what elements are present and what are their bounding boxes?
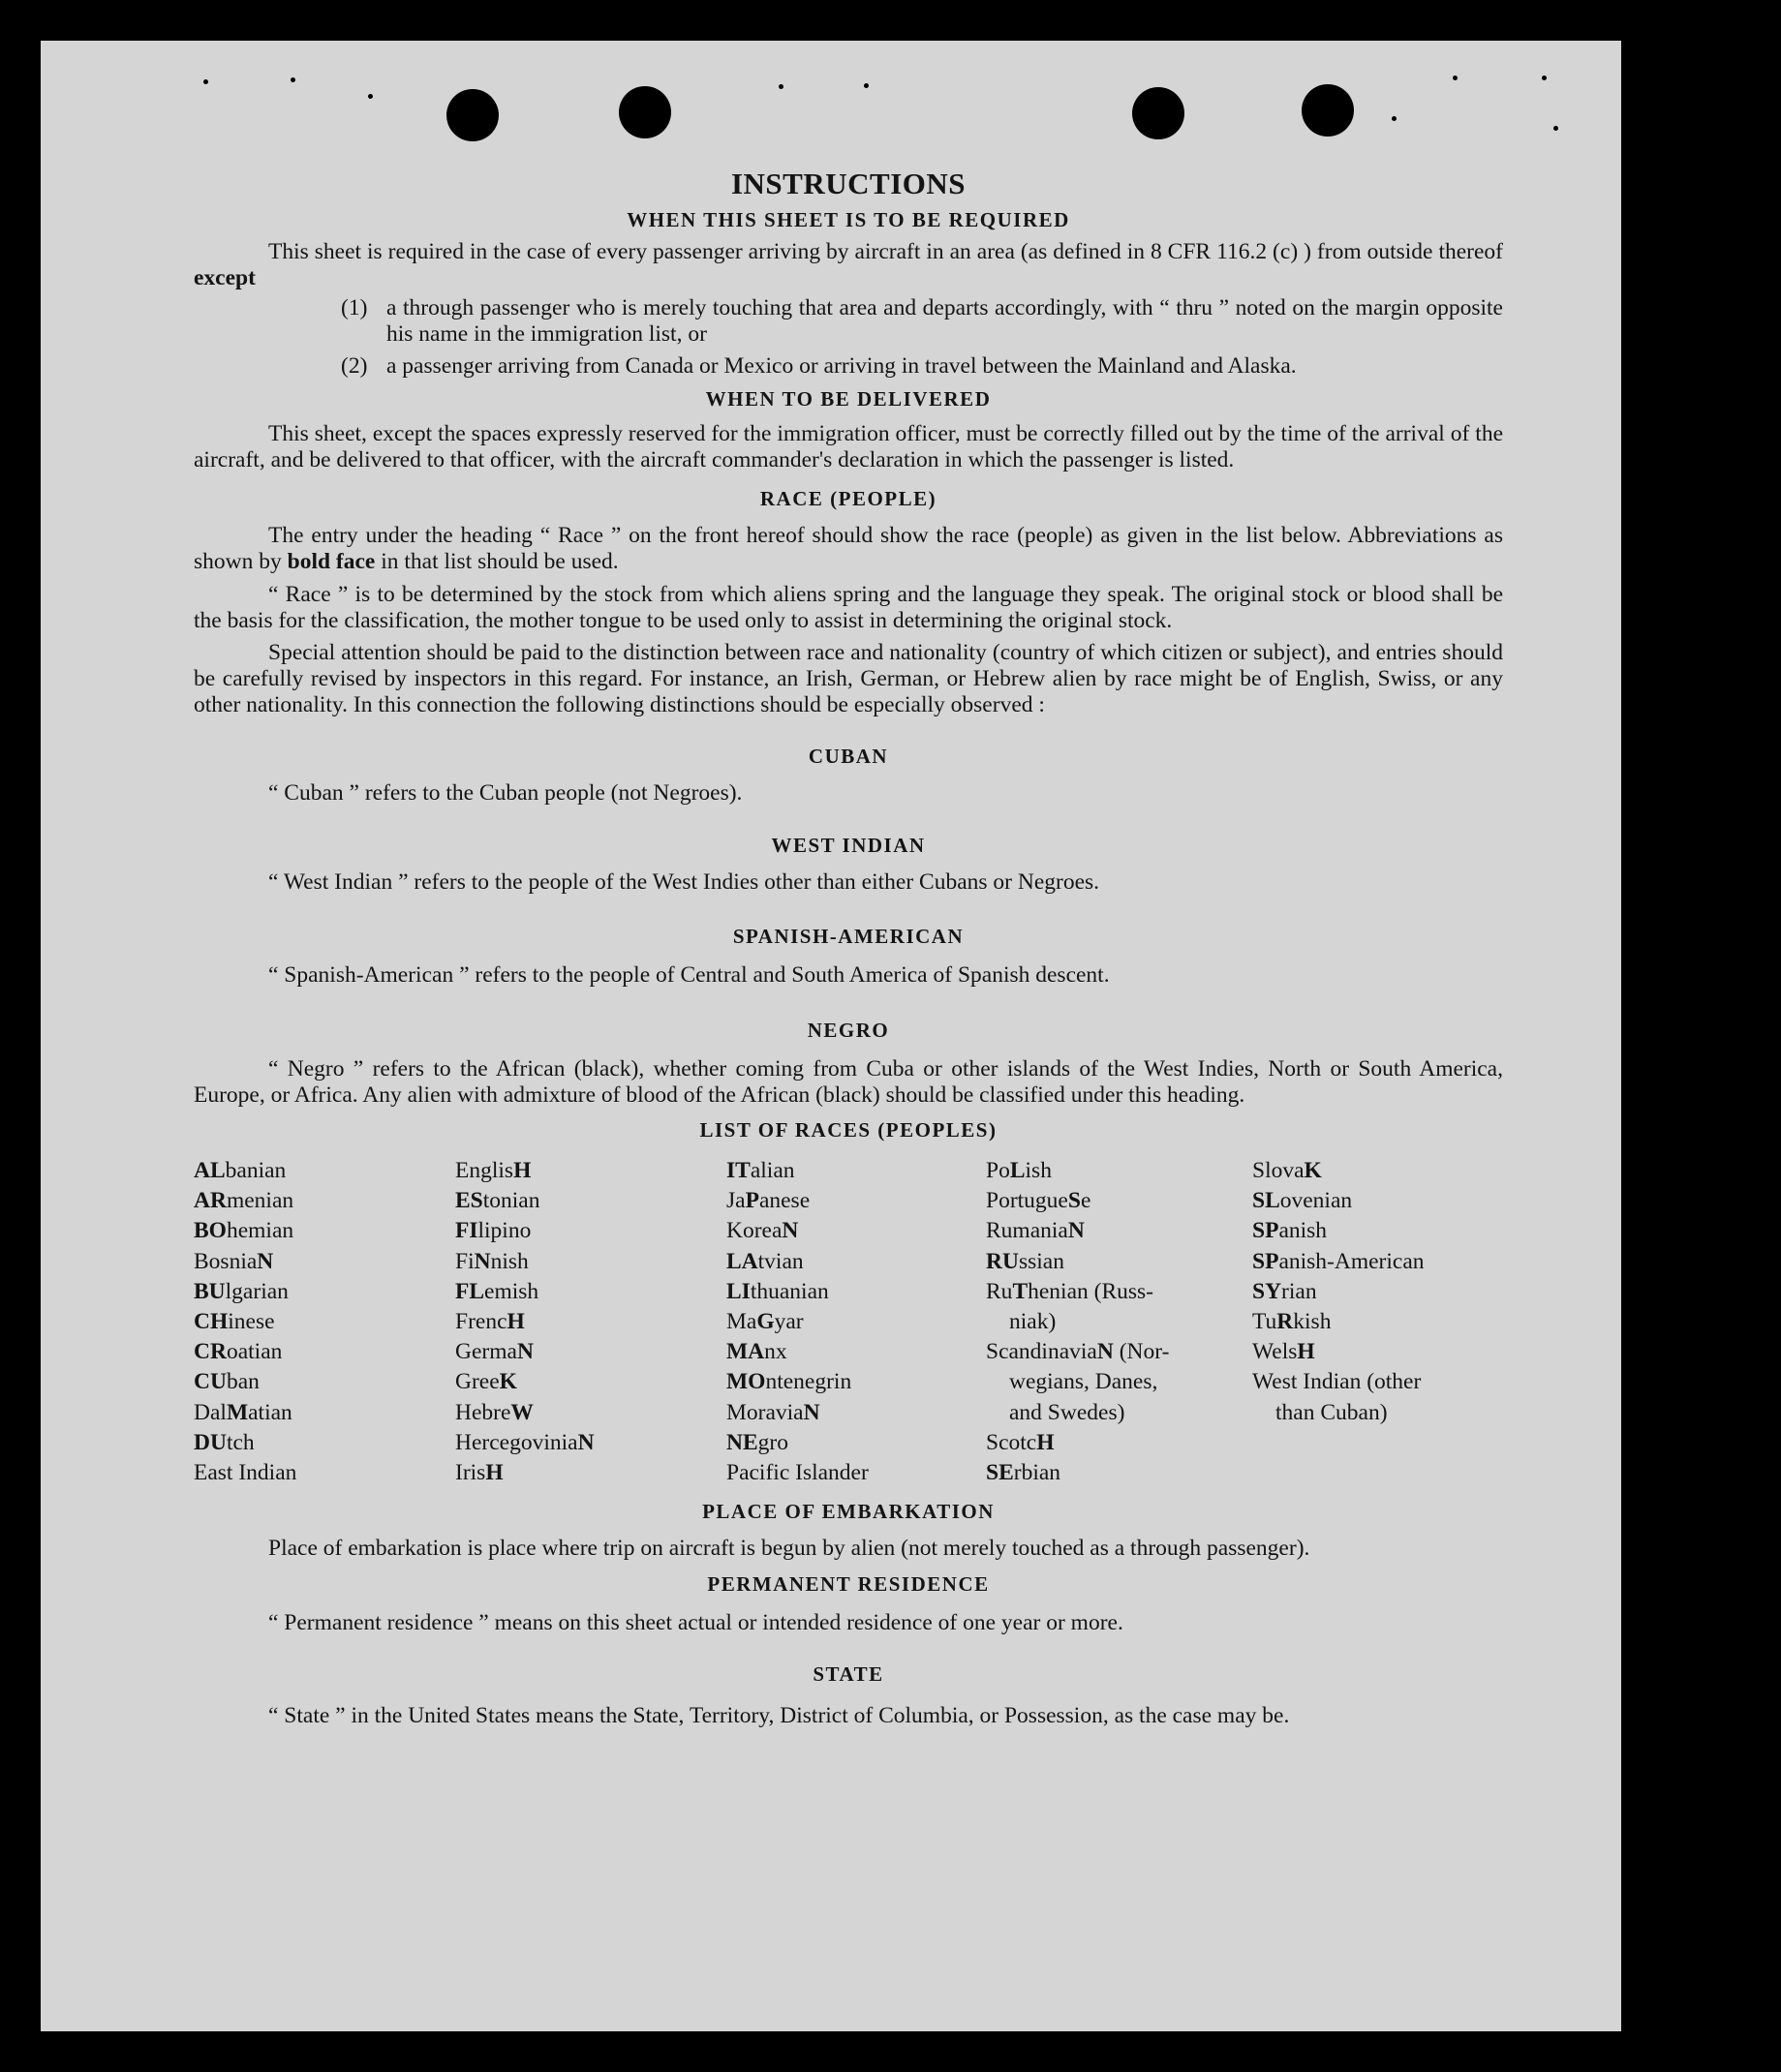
race-text: e [1080, 1188, 1091, 1214]
race-text: emish [484, 1278, 539, 1304]
race-abbreviation: BU [194, 1278, 226, 1304]
race-entry [455, 1458, 726, 1488]
races-column [1252, 1156, 1503, 1488]
race-text: ban [226, 1369, 260, 1395]
race-entry [986, 1398, 1252, 1428]
race-text: Ja [726, 1188, 746, 1214]
race-text: and Swedes) [1009, 1399, 1125, 1425]
race-abbreviation: N [782, 1218, 799, 1244]
race-text: nish [490, 1248, 529, 1274]
state-text: “ State ” in the United States means the State, Territory, District of Columbia, or Possession, as the case may be. [268, 1703, 1290, 1729]
race-paragraph-2: “ Race ” is to be determined by the stock from which aliens spring and the language they speak. The original stock or blood shall be the basis for the classification, the mother tongue to be used only to assist in determining the original stock. [194, 582, 1503, 633]
race-abbreviation: FL [455, 1278, 485, 1304]
race-entry [726, 1458, 986, 1488]
punch-hole [1132, 87, 1184, 139]
race-entry [194, 1428, 455, 1458]
race-text: Korea [726, 1218, 783, 1244]
spanish-american-text: “ Spanish-American ” refers to the people of Central and South America of Spanish descent. [268, 962, 1110, 988]
heading-when-required: WHEN THIS SHEET IS TO BE REQUIRED [627, 208, 1070, 231]
race-entry [1252, 1307, 1503, 1337]
races-list [194, 1156, 1503, 1488]
exception-text: a passenger arriving from Canada or Mexico or arriving in travel between the Mainland and Alaska. [386, 353, 1297, 379]
heading-embarkation: PLACE OF EMBARKATION [702, 1500, 995, 1524]
heading-west-indian: WEST INDIAN [771, 834, 926, 857]
race-abbreviation: H [513, 1158, 532, 1183]
race-abbreviation: P [745, 1188, 759, 1214]
race-abbreviation: AL [194, 1158, 226, 1183]
race-text: anese [758, 1188, 811, 1214]
race-entry [726, 1156, 986, 1186]
heading-list-of-races: LIST OF RACES (PEOPLES) [699, 1118, 998, 1142]
race-p1-text: The entry under the heading “ Race ” on the front hereof should show the race (people) as given in the list below. Abbreviations as shown by [194, 523, 1503, 574]
race-text: rian [1281, 1278, 1317, 1304]
race-abbreviation: N [1067, 1218, 1085, 1244]
race-abbreviation: SP [1252, 1218, 1279, 1244]
race-abbreviation: CR [194, 1339, 227, 1365]
race-entry [726, 1367, 986, 1397]
race-entry [455, 1307, 726, 1337]
race-abbreviation: SL [1252, 1188, 1280, 1214]
race-entry [194, 1398, 455, 1428]
race-text: lgarian [225, 1278, 289, 1304]
race-entry [194, 1156, 455, 1186]
race-abbreviation: K [499, 1369, 517, 1395]
race-entry [986, 1216, 1252, 1246]
race-abbreviation: M [226, 1399, 249, 1425]
race-entry [726, 1216, 986, 1246]
race-text: ntenegrin [765, 1369, 852, 1395]
race-paragraph-1 [194, 523, 1503, 575]
race-p1-text-end: in that list should be used. [375, 549, 619, 574]
race-text: alian [750, 1158, 795, 1183]
race-entry [726, 1337, 986, 1367]
speck [1553, 126, 1558, 131]
race-abbreviation: N [803, 1399, 820, 1425]
race-entry [194, 1247, 455, 1277]
heading-race: RACE (PEOPLE) [759, 487, 937, 510]
race-text: kish [1293, 1309, 1332, 1335]
race-abbreviation: N [1096, 1339, 1114, 1365]
race-text: Gree [455, 1369, 500, 1395]
race-text: thuanian [750, 1278, 829, 1304]
race-text: Fi [455, 1248, 475, 1274]
race-text: niak) [1009, 1309, 1057, 1335]
race-text: Germa [455, 1339, 517, 1365]
race-abbreviation: ES [455, 1188, 483, 1214]
race-text: tvian [757, 1248, 804, 1274]
race-abbreviation: G [756, 1309, 775, 1335]
race-abbreviation: SP [1252, 1248, 1279, 1274]
race-text: (Nor- [1113, 1339, 1170, 1365]
heading-spanish-american: SPANISH-AMERICAN [732, 925, 965, 948]
race-abbreviation: BO [194, 1218, 227, 1244]
race-abbreviation: H [485, 1460, 504, 1486]
race-entry [455, 1156, 726, 1186]
race-abbreviation: H [1297, 1339, 1315, 1365]
race-entry [986, 1307, 1252, 1337]
race-abbreviation: NE [726, 1429, 758, 1455]
race-entry [1252, 1367, 1503, 1397]
race-entry [1252, 1398, 1503, 1428]
speck [1453, 76, 1458, 80]
race-entry [194, 1367, 455, 1397]
race-text: Portugue [986, 1188, 1068, 1214]
race-entry [455, 1277, 726, 1307]
race-entry [986, 1337, 1252, 1367]
race-entry [1252, 1156, 1503, 1186]
race-entry [194, 1216, 455, 1246]
speck [864, 83, 869, 88]
race-text: yar [774, 1309, 804, 1335]
race-entry [986, 1367, 1252, 1397]
race-text: Dal [194, 1399, 227, 1425]
race-text: Hebre [455, 1399, 511, 1425]
race-text: East Indian [194, 1460, 297, 1486]
race-text: Tu [1252, 1309, 1277, 1335]
race-abbreviation: LI [726, 1278, 751, 1304]
race-text: rbian [1013, 1460, 1061, 1486]
race-text: oatian [226, 1339, 283, 1365]
race-entry [1252, 1216, 1503, 1246]
instructions-content [194, 167, 1503, 1732]
race-text: atian [248, 1399, 292, 1425]
race-text: West Indian (other [1252, 1369, 1422, 1395]
negro-text: “ Negro ” refers to the African (black), whether coming from Cuba or other islands of the West Indies, North or South America, Europe, or Africa. Any alien with admixture of blood of the African (black) should be classified under this heading. [194, 1056, 1503, 1108]
race-entry [1252, 1277, 1503, 1307]
race-abbreviation: R [1276, 1309, 1294, 1335]
page-title: INSTRUCTIONS [730, 167, 966, 200]
race-entry [194, 1458, 455, 1488]
speck [1392, 116, 1397, 121]
race-text: anish [1278, 1218, 1328, 1244]
race-text: Slova [1252, 1158, 1305, 1183]
race-abbreviation: W [510, 1399, 534, 1425]
race-abbreviation: CH [194, 1309, 229, 1335]
race-text: Englis [455, 1158, 514, 1183]
race-abbreviation: SY [1252, 1278, 1282, 1304]
race-text: ssian [1018, 1248, 1064, 1274]
punch-hole [1302, 84, 1354, 137]
heading-state: STATE [813, 1662, 884, 1687]
race-abbreviation: RU [986, 1248, 1019, 1274]
race-entry [455, 1398, 726, 1428]
punch-hole [446, 89, 499, 141]
race-text: wegians, Danes, [1009, 1369, 1158, 1395]
when-required-intro [194, 239, 1503, 291]
race-text: Bosnia [194, 1248, 258, 1274]
cuban-text: “ Cuban ” refers to the Cuban people (not Negroes). [268, 780, 743, 806]
race-text: ovenian [1279, 1188, 1353, 1214]
race-abbreviation: N [577, 1429, 595, 1455]
race-paragraph-3: Special attention should be paid to the distinction between race and nationality (country of which citizen or subject), and entries should be carefully revised by inspectors in this regard. For instance, an Irish, German, or Hebrew alien by race might be of English, Swiss, or any other nationality. In this connection the following distinctions should be especially observed : [194, 640, 1503, 717]
speck [779, 84, 783, 89]
race-entry [726, 1186, 986, 1216]
race-text: than Cuban) [1275, 1399, 1388, 1425]
race-abbreviation: IT [726, 1158, 751, 1183]
speck [291, 77, 295, 82]
exception-number: (1) [341, 295, 368, 320]
heading-when-delivered: WHEN TO BE DELIVERED [705, 387, 992, 411]
heading-cuban: CUBAN [808, 745, 889, 768]
exception-number: (2) [341, 353, 368, 379]
race-abbreviation: CU [194, 1369, 227, 1395]
race-text: inese [228, 1309, 275, 1335]
race-abbreviation: AR [194, 1188, 227, 1214]
race-text: banian [225, 1158, 287, 1183]
race-entry [194, 1337, 455, 1367]
race-text: tonian [482, 1188, 540, 1214]
race-text: ish [1025, 1158, 1052, 1183]
race-text: Ma [726, 1309, 757, 1335]
races-column [986, 1156, 1252, 1488]
race-text: Pacific Islander [726, 1460, 869, 1486]
race-text: nx [764, 1339, 787, 1365]
race-entry [986, 1186, 1252, 1216]
race-entry [455, 1337, 726, 1367]
document-sheet [41, 41, 1621, 2031]
race-text: anish-American [1278, 1248, 1425, 1274]
race-text: gro [757, 1429, 788, 1455]
race-entry [986, 1428, 1252, 1458]
race-text: Scotc [986, 1429, 1037, 1455]
intro-text: This sheet is required in the case of every passenger arriving by aircraft in an area (as defined in 8 CFR 116.2 (c) ) from outside thereof [268, 239, 1503, 264]
race-abbreviation: L [1009, 1158, 1026, 1183]
race-entry [1252, 1186, 1503, 1216]
race-entry [455, 1216, 726, 1246]
race-entry [194, 1277, 455, 1307]
race-p1-bold: bold face [287, 549, 376, 574]
race-abbreviation: H [1036, 1429, 1055, 1455]
when-delivered-text: This sheet, except the spaces expressly reserved for the immigration officer, must be correctly filled out by the time of the arrival of the aircraft, and be delivered to that officer, with the aircraft commander's declaration in which the passenger is listed. [194, 421, 1503, 472]
exception-item-1 [341, 295, 1503, 348]
race-entry [726, 1307, 986, 1337]
race-text: menian [226, 1188, 294, 1214]
race-text: tch [226, 1429, 255, 1455]
race-text: Wels [1252, 1339, 1298, 1365]
race-abbreviation: N [474, 1248, 491, 1274]
race-abbreviation: N [257, 1248, 274, 1274]
race-text: Scandinavia [986, 1339, 1097, 1365]
race-text: Po [986, 1158, 1010, 1183]
race-text: Moravia [726, 1399, 804, 1425]
residence-text: “ Permanent residence ” means on this sheet actual or intended residence of one year or more. [268, 1610, 1123, 1636]
races-column [455, 1156, 726, 1488]
race-text: henian (Russ- [1028, 1278, 1154, 1304]
race-abbreviation: MO [726, 1369, 766, 1395]
race-abbreviation: K [1304, 1158, 1322, 1183]
race-entry [455, 1367, 726, 1397]
heading-negro: NEGRO [807, 1019, 890, 1042]
race-abbreviation: FI [455, 1218, 478, 1244]
race-text: Iris [455, 1460, 486, 1486]
race-abbreviation: DU [194, 1429, 227, 1455]
race-entry [986, 1458, 1252, 1488]
race-entry [726, 1247, 986, 1277]
speck [203, 79, 208, 84]
race-abbreviation: SE [986, 1460, 1014, 1486]
punch-hole [619, 86, 671, 138]
embarkation-text: Place of embarkation is place where trip on aircraft is begun by alien (not merely touched as a through passenger). [268, 1536, 1310, 1562]
race-text: Hercegovinia [455, 1429, 578, 1455]
race-text: Frenc [455, 1309, 507, 1335]
speck [1542, 76, 1547, 80]
heading-permanent-residence: PERMANENT RESIDENCE [707, 1572, 990, 1597]
races-column [726, 1156, 986, 1488]
exception-item-2 [341, 353, 1503, 380]
races-column [194, 1156, 455, 1488]
race-entry [986, 1277, 1252, 1307]
race-entry [1252, 1337, 1503, 1367]
speck [368, 94, 373, 99]
west-indian-text: “ West Indian ” refers to the people of the West Indies other than either Cubans or Negroes. [268, 869, 1100, 895]
race-text: Rumania [986, 1218, 1068, 1244]
race-abbreviation: LA [726, 1248, 758, 1274]
race-abbreviation: S [1067, 1188, 1081, 1214]
race-abbreviation: H [507, 1309, 525, 1335]
race-entry [986, 1247, 1252, 1277]
race-abbreviation: T [1012, 1278, 1029, 1304]
race-entry [726, 1398, 986, 1428]
race-entry [194, 1307, 455, 1337]
race-abbreviation: MA [726, 1339, 765, 1365]
race-entry [1252, 1247, 1503, 1277]
race-text: Ru [986, 1278, 1013, 1304]
race-entry [455, 1428, 726, 1458]
intro-bold: except [194, 265, 256, 290]
race-text: lipino [477, 1218, 532, 1244]
race-entry [986, 1156, 1252, 1186]
race-entry [455, 1186, 726, 1216]
race-entry [726, 1428, 986, 1458]
race-entry [726, 1277, 986, 1307]
race-entry [455, 1247, 726, 1277]
race-text: hemian [226, 1218, 294, 1244]
race-abbreviation: N [516, 1339, 534, 1365]
exception-text: a through passenger who is merely touching that area and departs accordingly, with “ thru ” noted on the margin opposite his name in the immigration list, or [386, 295, 1503, 347]
race-entry [194, 1186, 455, 1216]
